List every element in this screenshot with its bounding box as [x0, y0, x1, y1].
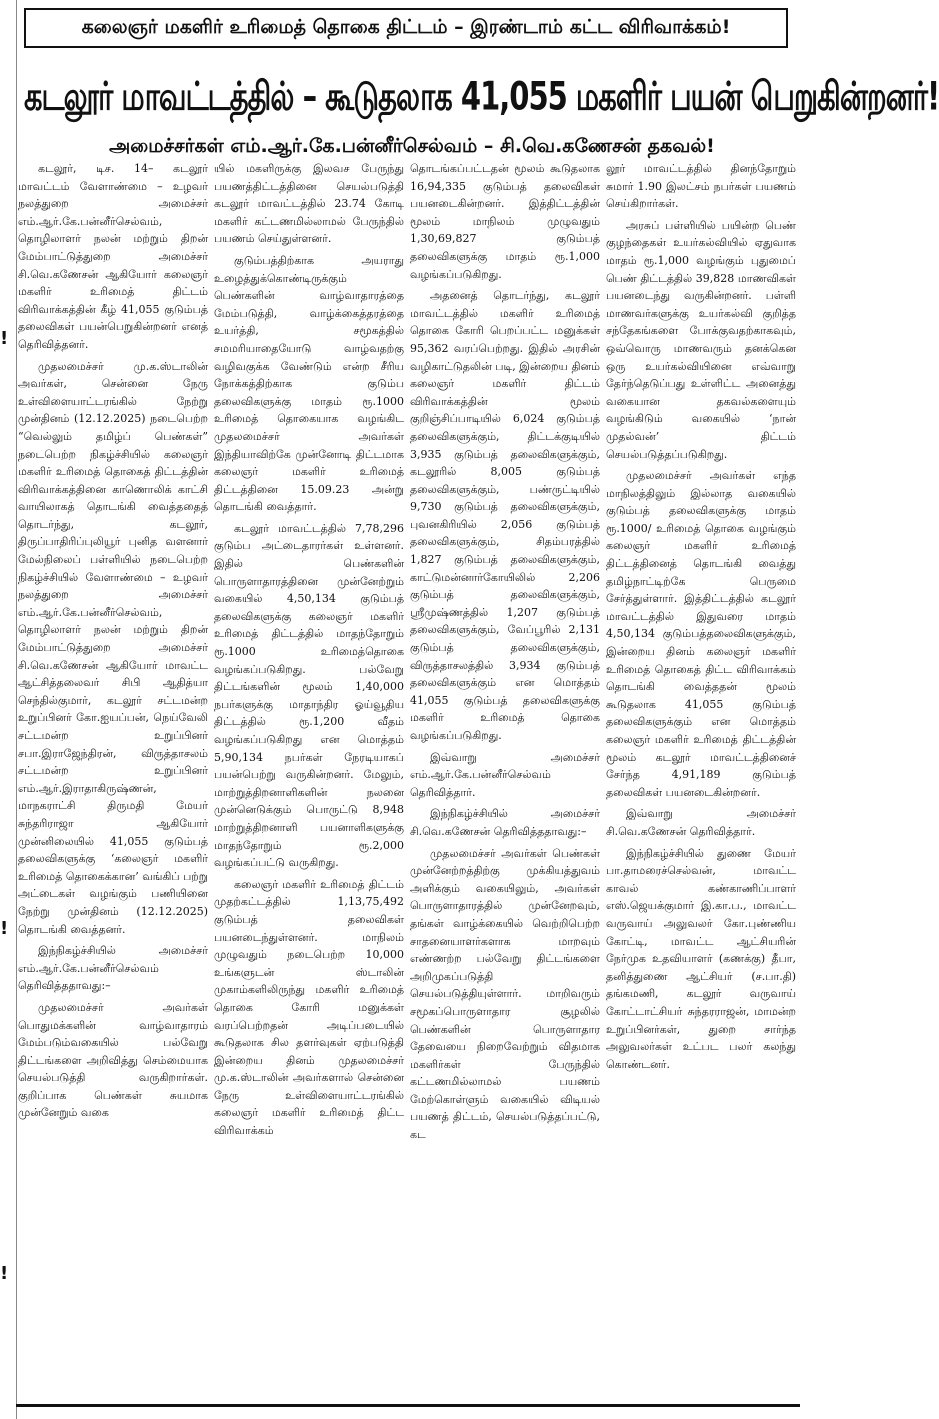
bottom-rule — [16, 1404, 800, 1413]
article-paragraph: குடும்பத்திற்காக அயராது உழைத்துக்கொண்டிருக்கும் பெண்களின் வாழ்வாதாரத்தை மேம்படுத்தி, வாழ்க்கைத்தரத்தை உயர்த்தி, சமூகத்தில் சமமரியாதையோடு வாழ்வதற்கு வழிவகுக்க வேண்டும் என்ற சீரிய நோக்கத்திற்காக குடும்ப தலைவிகளுக்கு மாதம் ரூ.1000 உரிமைத் தொகையாக வழங்கிட முதலமைச்சர் அவர்கள் இந்தியாவிற்கே முன்னோடி திட்டமாக கலைஞர் மகளிர் உரிமைத் திட்டத்தினை 15.09.23 அன்று தொடங்கி வைத்தார். — [214, 253, 404, 514]
article-paragraph: இந்நிகழ்ச்சியில் துணை மேயர் பா.தாமரைச்செல்வன், மாவட்ட காவல் கண்காணிப்பாளர் எஸ்.ஜெயக்குமார் இ.கா.ப., மாவட்ட வருவாய் அலுவலர் கோ.புண்ணிய கோட்டி, மாவட்ட ஆட்சியரின் நேர்முக உதவியாளர் (கணக்கு) தீபா, தனித்துணை ஆட்சியர் (ச.பா.தி) தங்கமணி, கடலூர் வருவாய் கோட்டாட்சியர் சுந்தரராஜன், மாமன்ற உறுப்பினர்கள், துறை சார்ந்த அலுவலர்கள் உட்பட பலர் கலந்து கொண்டனர். — [606, 846, 796, 1071]
article-column-2 — [214, 160, 404, 1398]
article-paragraph: அதனைத் தொடர்ந்து, கடலூர் மாவட்டத்தில் மகளிர் உரிமைத் தொகை கோரி பெறப்பட்ட மனுக்கள் 95,362 வரப்பெற்றது. இதில் அரசின் வழிகாட்டுதலின் படி, இன்றைய தினம் கலைஞர் மகளிர் திட்டம் விரிவாக்கத்தின் மூலம் குறிஞ்சிப்பாடியில் 6,024 குடும்பத் தலைவிகளுக்கும், திட்டக்குடியில் 3,935 குடும்பத் தலைவிகளுக்கும், கடலூரில் 8,005 குடும்பத் தலைவிகளுக்கும், பண்ருட்டியில் 9,730 குடும்பத் தலைவிகளுக்கும், புவனகிரியில் 2,056 குடும்பத் தலைவிகளுக்கும், சிதம்பரத்தில் 1,827 குடும்பத் தலைவிகளுக்கும், காட்டுமன்னார்கோயிலில் 2,206 குடும்பத் தலைவிகளுக்கும், ஸ்ரீமுஷ்ணத்தில் 1,207 குடும்பத் தலைவிகளுக்கும், வேப்பூரில் 2,131 குடும்பத் தலைவிகளுக்கும், விருத்தாசலத்தில் 3,934 குடும்பத் தலைவிகளுக்கும் என மொத்தம் 41,055 குடும்பத் தலைவிகளுக்கு மகளிர் உரிமைத் தொகை வழங்கப்படுகிறது. — [410, 289, 600, 742]
subheadline: அமைச்சர்கள் எம்.ஆர்.கே.பன்னீர்செல்வம் – சி.வெ.கணேசன் தகவல்! — [109, 135, 715, 157]
article-column-4 — [606, 160, 796, 1398]
article-paragraph: கடலூர் மாவட்டத்தில் 7,78,296 குடும்ப அட்டைதாரர்கள் உள்ளனர். இதில் பெண்களின் பொருளாதாரத்தினை முன்னேற்றும் வகையில் 4,50,134 குடும்பத் தலைவிகளுக்கு கலைஞர் மகளிர் உரிமைத் திட்டத்தில் மாதந்தோறும் ரூ.1000 உரிமைத்தொகை வழங்கப்படுகிறது. பல்வேறு திட்டங்களின் மூலம் 1,40,000 நபர்களுக்கு மாதாந்திர ஓய்வூதிய திட்டத்தில் ரூ.1,200 வீதம் வழங்கப்படுகிறது என மொத்தம் 5,90,134 நபர்கள் நேரடியாகப் பயன்பெற்று வருகின்றனர். மேலும், மாற்றுத்திறனாளிகளின் நலனை முன்னெடுக்கும் பொருட்டு 8,948 மாற்றுத்திறனாளி பயனாளிகளுக்கு மாதந்தோறும் ரூ.2,000 வழங்கப்பட்டு வருகிறது. — [214, 521, 404, 870]
headline: கடலூர் மாவட்டத்தில் – கூடுதலாக 41,055 மகளிர் பயன் பெறுகின்றனர்! — [24, 73, 939, 119]
article-paragraph: லூர் மாவட்டத்தில் தினந்தோறும் சுமார் 1.90 இலட்சம் நபர்கள் பயணம் செய்கிறார்கள். — [606, 162, 796, 211]
adjacent-column-edge — [0, 0, 17, 1419]
article-paragraph: முதலமைச்சர் அவர்கள் பெண்கள் முன்னேற்றத்திற்கு முக்கியத்துவம் அளிக்கும் வகையிலும், அவர்கள் பொருளாதாரத்தில் முன்னேறவும், தங்கள் வாழ்க்கையில் வெற்றிபெற்ற சாதனையாளர்களாக மாறவும் எண்ணற்ற பல்வேறு திட்டங்களை அறிமுகப்படுத்தி செயல்படுத்தியுள்ளார். மாறிவரும் சமூகப்பொருளாதார சூழலில் பெண்களின் பொருளாதார தேவையை நிறைவேற்றும் விதமாக மகளிர்கள் பேருந்தில் கட்டணமில்லாமல் பயணம் மேற்கொள்ளும் வகையில் விடியல் பயணத் திட்டம், செயல்படுத்தப்பட்டு, கட — [410, 846, 600, 1142]
article-paragraph: கடலூர், டிச. 14– கடலூர் மாவட்டம் வேளாண்மை – உழவர் நலத்துறை அமைச்சர் எம்.ஆர்.கே.பன்னீர்செல்வம், தொழிலாளர் நலன் மற்றும் திறன் மேம்பாட்டுத்துறை அமைச்சர் சி.வெ.கணேசன் ஆகியோர் கலைஞர் மகளிர் உரிமைத் திட்டம் விரிவாக்கத்தின் கீழ் 41,055 குடும்பத் தலைவிகள் பயன்பெறுகின்றனர் எனத் தெரிவித்தனர். — [18, 162, 208, 351]
article-paragraph: முதலமைச்சர் அவர்கள் பொதுமக்களின் வாழ்வாதாரம் மேம்படும்வகையில் பல்வேறு திட்டங்களை அறிவித்து செம்மையாக செயல்படுத்தி வருகிறார்கள். குறிப்பாக பெண்கள் சுயமாக முன்னேறும் வகை — [18, 1000, 208, 1120]
article-body — [18, 160, 796, 1398]
article-paragraph: முதலமைச்சர் அவர்கள் எந்த மாநிலத்திலும் இல்லாத வகையில் குடும்பத் தலைவிகளுக்கு மாதம் ரூ.1000/ உரிமைத் தொகை வழங்கும் கலைஞர் மகளிர் உரிமைத் திட்டத்தினைத் தொடங்கி வைத்து தமிழ்நாட்டிற்கே பெருமை சேர்த்துள்ளார். இத்திட்டத்தில் கடலூர் மாவட்டத்தில் இதுவரை மாதம் 4,50,134 குடும்பத்தலைவிகளுக்கும், இன்றைய தினம் கலைஞர் மகளிர் உரிமைத் தொகைத் திட்ட விரிவாக்கம் தொடங்கி வைத்ததன் மூலம் கூடுதலாக 41,055 குடும்பத் தலைவிகளுக்கும் என மொத்தம் கலைஞர் மகளிர் உரிமைத் திட்டத்தின் மூலம் கடலூர் மாவட்டத்தினைச் சேர்ந்த 4,91,189 குடும்பத் தலைவிகள் பயனடைகின்றனர். — [606, 469, 796, 799]
edge-glyph: ! — [0, 918, 9, 939]
article-paragraph: இவ்வாறு அமைச்சர் எம்.ஆர்.கே.பன்னீர்செல்வம் தெரிவித்தார். — [410, 750, 600, 799]
article-paragraph: இந்நிகழ்ச்சியில் அமைச்சர் எம்.ஆர்.கே.பன்னீர்செல்வம் தெரிவித்ததாவது:– — [18, 944, 208, 993]
article-paragraph: யில் மகளிருக்கு இலவச பேருந்து பயணத்திட்டத்தினை செயல்படுத்தி கடலூர் மாவட்டத்தில் 23.74 கோடி மகளிர் கட்டணமில்லாமல் பேருந்தில் பயணம் செய்துள்ளனர். — [214, 162, 404, 246]
article-paragraph: இந்நிகழ்ச்சியில் அமைச்சர் சி.வெ.கணேசன் தெரிவித்ததாவது:– — [410, 807, 600, 838]
edge-glyph: ! — [0, 1263, 9, 1284]
article-column-1 — [18, 160, 208, 1398]
article-column-3 — [410, 160, 600, 1398]
article-paragraph: இவ்வாறு அமைச்சர் சி.வெ.கணேசன் தெரிவித்தார். — [606, 807, 796, 838]
article-paragraph: கலைஞர் மகளிர் உரிமைத் திட்டம் முதற்கட்டத்தில் 1,13,75,492 குடும்பத் தலைவிகள் பயனடைந்துள்ளனர். மாநிலம் முழுவதும் நடைபெற்ற 10,000 உங்களுடன் ஸ்டாலின் முகாம்களிலிருந்து மகளிர் உரிமைத் தொகை கோரி மனுக்கள் வரப்பெற்றதன் அடிப்படையில் கூடுதலாக சில தளர்வுகள் ஏற்படுத்தி இன்றைய தினம் முதலமைச்சர் மு.க.ஸ்டாலின் அவர்களால் சென்னை நேரு உள்விளையாட்டரங்கில் கலைஞர் மகளிர் உரிமைத் திட்ட விரிவாக்கம் — [214, 877, 404, 1138]
article-paragraph: அரசுப் பள்ளியில் பயின்ற பெண் குழந்தைகள் உயர்கல்வியில் ஏதுவாக மாதம் ரூ.1,000 வழங்கும் புதுமைப் பெண் திட்டத்தில் 39,828 மாணவிகள் பயனடைந்து வருகின்றனர். பள்ளி மாணவர்களுக்கு உயர்கல்வி குறித்த சந்தேகங்களை போக்குவதற்காகவும், ஒவ்வொரு மாணவரும் தனக்கென ஒரு உயர்கல்வியினை எவ்வாறு தேர்ந்தெடுப்பது உள்ளிட்ட அனைத்து வகையான தகவல்களையும் வழங்கிடும் வகையில் ‘நான் முதல்வன்’ திட்டம் செயல்படுத்தப்படுகிறது. — [606, 218, 796, 461]
edge-glyph: ! — [0, 328, 9, 349]
kicker-banner: கலைஞர் மகளிர் உரிமைத் தொகை திட்டம் – இரண்டாம் கட்ட விரிவாக்கம்! — [24, 8, 788, 48]
article-paragraph: தொடங்கப்பட்டதன் மூலம் கூடுதலாக 16,94,335 குடும்பத் தலைவிகள் பயனடைகின்றனர். இத்திட்டத்தின் மூலம் மாநிலம் முழுவதும் 1,30,69,827 குடும்பத் தலைவிகளுக்கு மாதம் ரூ.1,000 வழங்கப்படுகிறது. — [410, 162, 600, 281]
article-paragraph: முதலமைச்சர் மு.க.ஸ்டாலின் அவர்கள், சென்னை நேரு உள்விளையாட்டரங்கில் நேற்று முன்தினம் (12.12.2025) நடைபெற்ற “வெல்லும் தமிழ்ப் பெண்கள்” நடைபெற்ற நிகழ்ச்சியில் கலைஞர் மகளிர் உரிமைத் தொகைத் திட்டத்தின் விரிவாக்கத்தினை காணொலிக் காட்சி வாயிலாகத் தொடங்கி வைத்ததைத் தொடர்ந்து, கடலூர், திருப்பாதிரிப்புலியூர் புனித வளனார் மேல்நிலைப் பள்ளியில் நடைபெற்ற நிகழ்ச்சியில் வேளாண்மை – உழவர் நலத்துறை அமைச்சர் எம்.ஆர்.கே.பன்னீர்செல்வம், தொழிலாளர் நலன் மற்றும் திறன் மேம்பாட்டுத்துறை அமைச்சர் சி.வெ.கணேசன் ஆகியோர் மாவட்ட ஆட்சித்தலைவர் சிபி ஆதித்யா செந்தில்குமார், கடலூர் சட்டமன்ற உறுப்பினர் கோ.ஐயப்பன், நெய்வேலி சட்டமன்ற உறுப்பினர் சபா.இராஜேந்திரன், விருத்தாசலம் சட்டமன்ற உறுப்பினர் எம்.ஆர்.இராதாகிருஷ்ணன், மாநகராட்சி திருமதி மேயர் சுந்தரிராஜா ஆகியோர் முன்னிலையில் 41,055 குடும்பத் தலைவிகளுக்கு ‘கலைஞர் மகளிர் உரிமைத் தொகைக்கான’ வங்கிப் பற்று அட்டைகள் வழங்கும் பணியினை நேற்று முன்தினம் (12.12.2025) தொடங்கி வைத்தனர். — [18, 359, 208, 936]
